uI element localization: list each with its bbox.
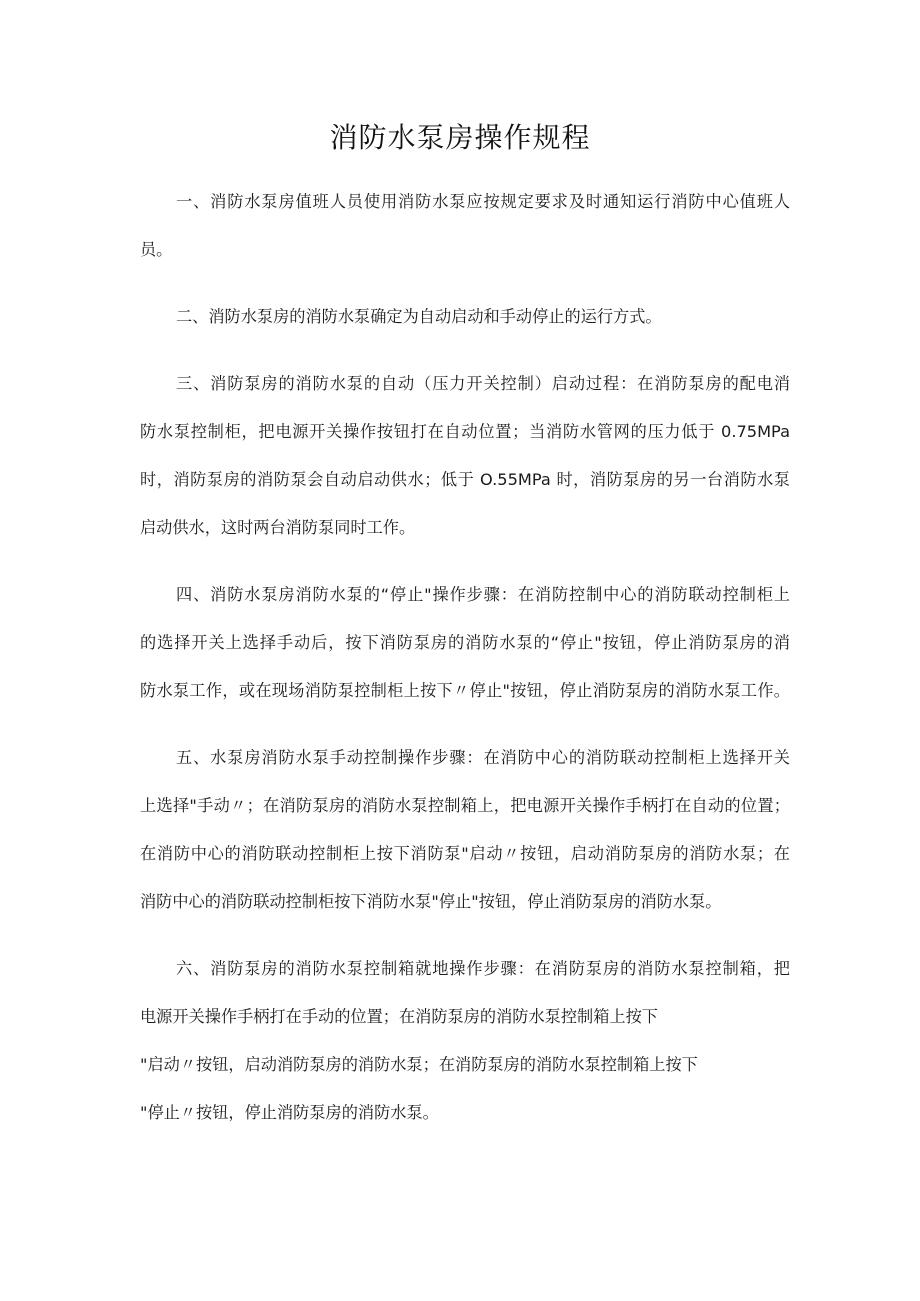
paragraph-line: 员。 xyxy=(140,240,173,259)
paragraph-line: 五、水泵房消防水泵手动控制操作步骤：在消防中心的消防联动控制柜上选择开关 xyxy=(176,748,790,767)
paragraph-line: 电源开关操作手柄打在手动的位置；在消防泵房的消防水泵控制箱上按下 xyxy=(140,1007,658,1026)
paragraph-line: 启动供水，这时两台消防泵同时工作。 xyxy=(140,518,416,537)
paragraph-line: 上选择"手动〃；在消防泵房的消防水泵控制箱上，把电源开关操作手柄打在自动的位置； xyxy=(140,796,790,815)
paragraph-line: "启动〃按钮，启动消防泵房的消防水泵；在消防泵房的消防水泵控制箱上按下 xyxy=(140,1055,698,1074)
paragraph-line: 的选择开关上选择手动后，按下消防泵房的消防水泵的“停止"按钮，停止消防泵房的消 xyxy=(140,633,790,652)
paragraph-line: 消防中心的消防联动控制柜按下消防水泵"停止"按钮，停止消防泵房的消防水泵。 xyxy=(140,892,722,911)
paragraph-line: 防水泵控制柜，把电源开关操作按钮打在自动位置；当消防水管网的压力低于 0.75MPa xyxy=(140,422,790,441)
paragraph-line: 四、消防水泵房消防水泵的“停止"操作步骤：在消防控制中心的消防联动控制柜上 xyxy=(176,585,790,604)
paragraph-line: 一、消防水泵房值班人员使用消防水泵应按规定要求及时通知运行消防中心值班人 xyxy=(176,192,790,211)
paragraph-line: "停止〃按钮，停止消防泵房的消防水泵。 xyxy=(140,1103,439,1122)
paragraph-line: 在消防中心的消防联动控制柜上按下消防泵"启动〃按钮，启动消防泵房的消防水泵；在 xyxy=(140,844,790,863)
paragraph-line: 防水泵工作，或在现场消防泵控制柜上按下〃停止"按钮，停止消防泵房的消防水泵工作。 xyxy=(140,681,790,700)
paragraph-line: 时，消防泵房的消防泵会自动启动供水；低于 O.55MPa 时，消防泵房的另一台消防水泵 xyxy=(140,470,790,489)
paragraph-line: 三、消防泵房的消防水泵的自动（压力开关控制）启动过程：在消防泵房的配电消 xyxy=(176,374,790,393)
paragraph-line: 二、消防水泵房的消防水泵确定为自动启动和手动停止的运行方式。 xyxy=(176,307,662,326)
page-title: 消防水泵房操作规程 xyxy=(329,121,591,154)
paragraph-line: 六、消防泵房的消防水泵控制箱就地操作步骤：在消防泵房的消防水泵控制箱，把 xyxy=(176,959,790,978)
